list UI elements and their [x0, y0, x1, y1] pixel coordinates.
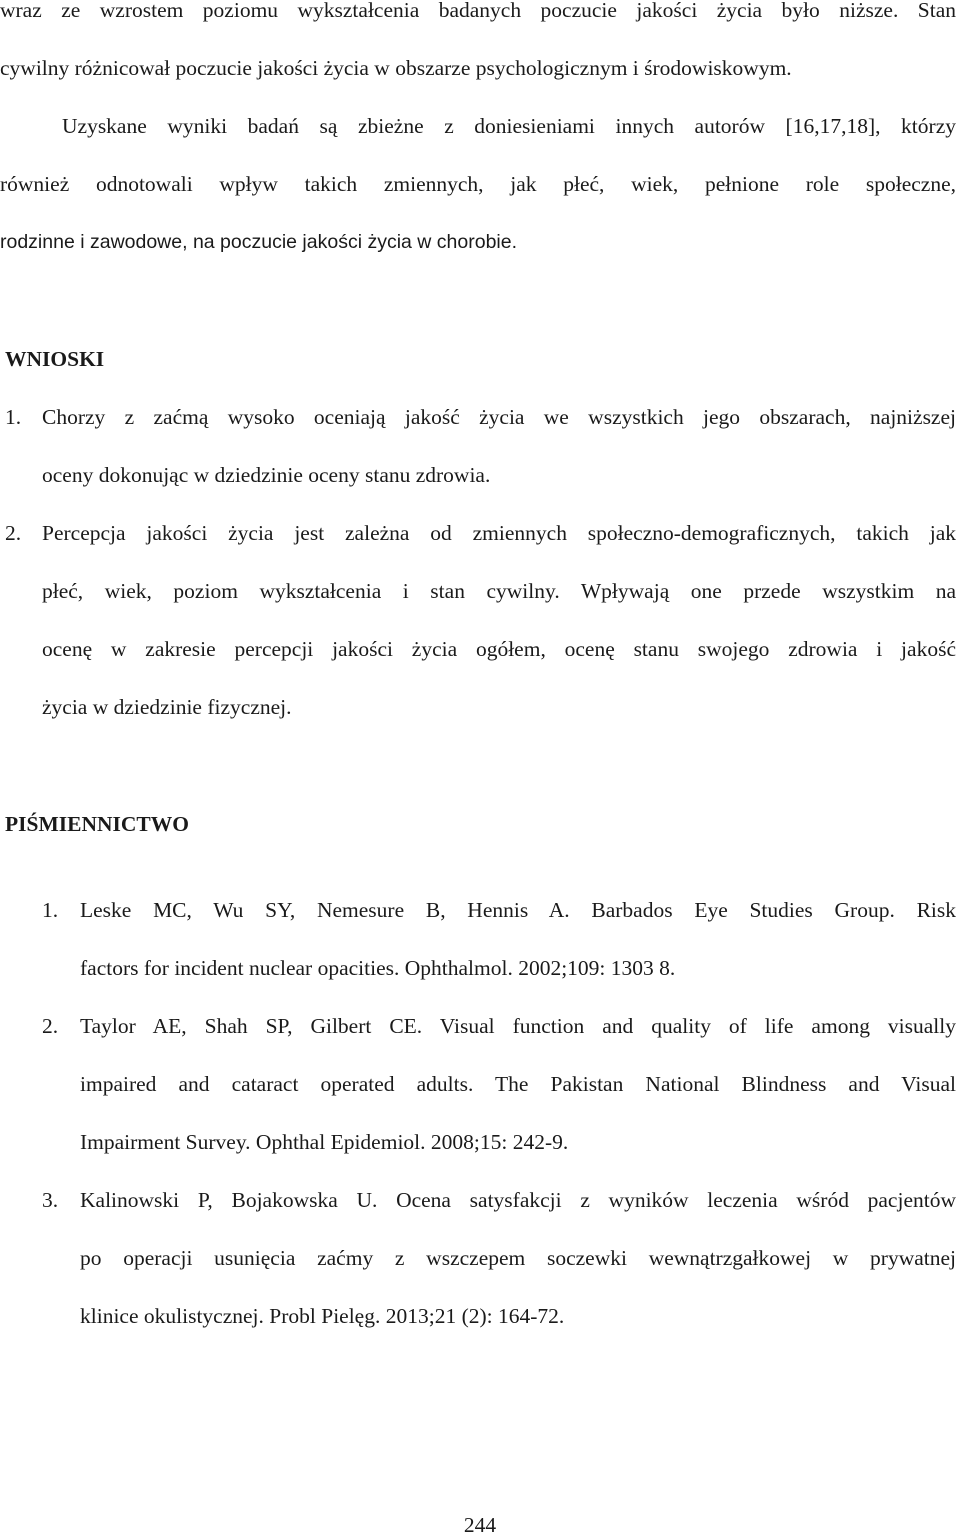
reference-item-1-line-1: Leske MC, Wu SY, Nemesure B, Hennis A. Barbados Eye Studies Group. Risk [80, 898, 956, 922]
intro-line-5: rodzinne i zawodowe, na poczucie jakości życia w chorobie. [0, 231, 518, 253]
reference-item-3-line-1: Kalinowski P, Bojakowska U. Ocena satysfakcji z wyników leczenia wśród pacjentów [80, 1188, 956, 1212]
conclusion-item-2-line-4: życia w dziedzinie fizycznej. [42, 695, 292, 719]
intro-line-1: wraz ze wzrostem poziomu wykształcenia badanych poczucie jakości życia było niższe. Stan [0, 0, 956, 22]
reference-item-2-number: 2. [42, 1014, 59, 1038]
conclusion-item-1-number: 1. [5, 405, 22, 429]
intro-line-2: cywilny różnicował poczucie jakości życia w obszarze psychologicznym i środowiskowym. [0, 56, 792, 80]
reference-item-2-line-2: impaired and cataract operated adults. The Pakistan National Blindness and Visual [80, 1072, 956, 1096]
reference-item-3-line-3: klinice okulistycznej. Probl Pielęg. 2013;21 (2): 164-72. [80, 1304, 565, 1328]
references-heading: PIŚMIENNICTWO [5, 812, 189, 836]
conclusion-item-1-line-1: Chorzy z zaćmą wysoko oceniają jakość życia we wszystkich jego obszarach, najniższej [42, 405, 956, 429]
page-number: 244 [463, 1513, 497, 1537]
conclusion-item-2-number: 2. [5, 521, 22, 545]
conclusions-heading: WNIOSKI [5, 347, 105, 371]
reference-item-3-line-2: po operacji usunięcia zaćmy z wszczepem soczewki wewnątrzgałkowej w prywatnej [80, 1246, 956, 1270]
reference-item-2-line-1: Taylor AE, Shah SP, Gilbert CE. Visual function and quality of life among visually [80, 1014, 956, 1038]
conclusion-item-2-line-3: ocenę w zakresie percepcji jakości życia ogółem, ocenę stanu swojego zdrowia i jakość [42, 637, 956, 661]
conclusion-item-2-line-2: płeć, wiek, poziom wykształcenia i stan cywilny. Wpływają one przede wszystkim na [42, 579, 956, 603]
intro-line-3: Uzyskane wyniki badań są zbieżne z doniesieniami innych autorów [16,17,18], którzy [62, 114, 956, 138]
reference-item-3-number: 3. [42, 1188, 59, 1212]
reference-item-1-number: 1. [42, 898, 59, 922]
reference-item-1-line-2: factors for incident nuclear opacities. Ophthalmol. 2002;109: 1303 8. [80, 956, 676, 980]
intro-line-4: również odnotowali wpływ takich zmiennych, jak płeć, wiek, pełnione role społeczne, [0, 172, 956, 196]
conclusion-item-1-line-2: oceny dokonując w dziedzinie oceny stanu zdrowia. [42, 463, 491, 487]
reference-item-2-line-3: Impairment Survey. Ophthal Epidemiol. 2008;15: 242-9. [80, 1130, 569, 1154]
conclusion-item-2-line-1: Percepcja jakości życia jest zależna od zmiennych społeczno-demograficznych, takich jak [42, 521, 956, 545]
